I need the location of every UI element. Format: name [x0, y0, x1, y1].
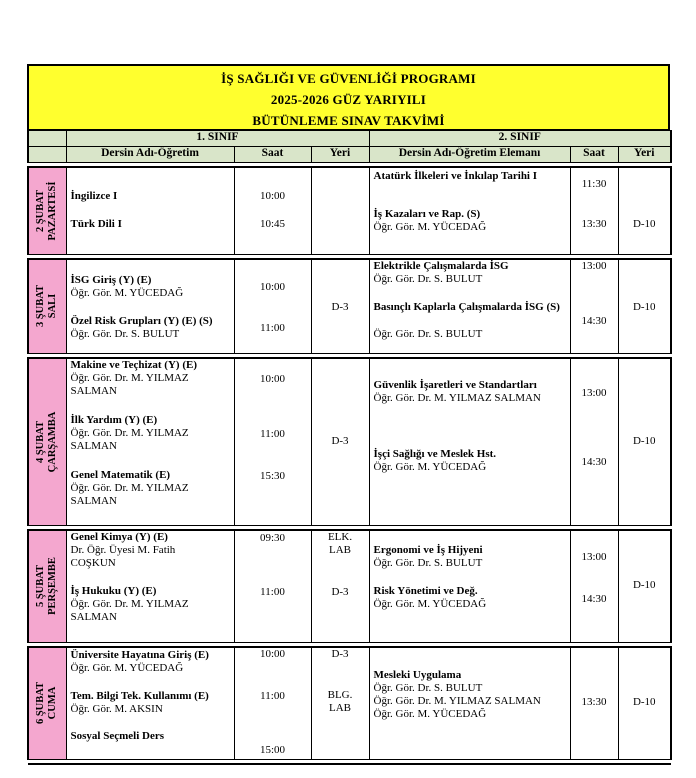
day-row-wednesday [28, 358, 671, 525]
class1-place: ELK. LAB D-3 [311, 530, 369, 643]
class2-times: 13:00 14:30 [570, 530, 618, 643]
class2-place: D-10 [618, 259, 671, 354]
day-label-friday: 6 ŞUBAT CUMA [28, 647, 66, 759]
day-label-tuesday: 3 ŞUBAT SALI [28, 259, 66, 354]
class2-times: 13:00 14:30 [570, 358, 618, 525]
class1-courses: Makine ve Teçhizat (Y) (E) Öğr. Gör. Dr. M. YILMAZ SALMAN İlk Yardım (Y) (E) Öğr. Gör. Dr. M. YILMAZ SALMAN Genel Matematik (E) Öğr. Gör. Dr. M. YILMAZ SALMAN [66, 358, 234, 525]
corner-cell [28, 131, 66, 147]
exam-schedule [27, 64, 670, 765]
title-line-3: BÜTÜNLEME SINAV TAKVİMİ [252, 113, 445, 128]
corner-cell-2 [28, 147, 66, 163]
class2-courses: Ergonomi ve İş Hijyeni Öğr. Gör. Dr. S. BULUT Risk Yönetimi ve Değ. Öğr. Gör. M. YÜCEDAĞ [369, 530, 570, 643]
place-header-2: Yeri [618, 147, 671, 163]
class1-place: D-3 [311, 259, 369, 354]
class2-place: D-10 [618, 647, 671, 759]
day-label-thursday: 5 ŞUBAT PERŞEMBE [28, 530, 66, 643]
day-label-wednesday: 4 ŞUBAT ÇARŞAMBA [28, 358, 66, 525]
class2-courses: Elektrikle Çalışmalarda İSG Öğr. Gör. Dr. S. BULUT Basınçlı Kaplarla Çalışmalarda İSG (S) Öğr. Gör. Dr. S. BULUT [369, 259, 570, 354]
class2-place: D-10 [618, 358, 671, 525]
time-header-1: Saat [234, 147, 311, 163]
class2-courses: Güvenlik İşaretleri ve Standartları Öğr. Gör. Dr. M. YILMAZ SALMAN İşçi Sağlığı ve Meslek Hst. Öğr. Gör. M. YÜCEDAĞ [369, 358, 570, 525]
day-row-tuesday [28, 259, 671, 354]
class1-header: 1. SINIF [66, 131, 369, 147]
class2-times: 11:30 13:30 [570, 167, 618, 254]
class1-place: D-3 BLG. LAB [311, 647, 369, 759]
class1-times: 10:00 11:00 15:00 [234, 647, 311, 759]
class1-courses: Genel Kimya (Y) (E) Dr. Öğr. Üyesi M. Fatih COŞKUN İş Hukuku (Y) (E) Öğr. Gör. Dr. M. YILMAZ SALMAN [66, 530, 234, 643]
class1-times: 10:00 11:00 [234, 259, 311, 354]
course-header-1: Dersin Adı-Öğretim [66, 147, 234, 163]
course-header-2: Dersin Adı-Öğretim Elemanı [369, 147, 570, 163]
class1-times: 09:30 11:00 [234, 530, 311, 643]
time-header-2: Saat [570, 147, 618, 163]
class2-place: D-10 [618, 167, 671, 254]
class1-courses: Üniversite Hayatına Giriş (E) Öğr. Gör. M. YÜCEDAĞ Tem. Bilgi Tek. Kullanımı (E) Öğr. Gör. M. AKSIN Sosyal Seçmeli Ders [66, 647, 234, 759]
class2-courses: Mesleki Uygulama Öğr. Gör. Dr. S. BULUT Öğr. Gör. Dr. M. YILMAZ SALMAN Öğr. Gör. M. YÜCEDAĞ [369, 647, 570, 759]
class2-place: D-10 [618, 530, 671, 643]
day-row-monday [28, 167, 671, 254]
class2-times: 13:30 [570, 647, 618, 759]
schedule-title [27, 64, 670, 130]
day-row-thursday [28, 530, 671, 643]
place-header-1: Yeri [311, 147, 369, 163]
class1-times: 10:00 10:45 [234, 167, 311, 254]
class2-header: 2. SINIF [369, 131, 671, 147]
schedule-table [27, 130, 672, 765]
class2-courses: Atatürk İlkeleri ve İnkılap Tarihi I İş Kazaları ve Rap. (S) Öğr. Gör. M. YÜCEDAĞ [369, 167, 570, 254]
class1-courses: İSG Giriş (Y) (E) Öğr. Gör. M. YÜCEDAĞ Özel Risk Grupları (Y) (E) (S) Öğr. Gör. Dr. S. BULUT [66, 259, 234, 354]
title-line-2: 2025-2026 GÜZ YARIYILI [270, 92, 427, 107]
day-row-friday [28, 647, 671, 759]
class1-courses: İngilizce I Türk Dili I [66, 167, 234, 254]
class2-times: 13:00 14:30 [570, 259, 618, 354]
class1-times: 10:00 11:00 15:30 [234, 358, 311, 525]
day-label-monday: 2 ŞUBAT PAZARTESİ [28, 167, 66, 254]
class1-place [311, 167, 369, 254]
class1-place: D-3 [311, 358, 369, 525]
title-line-1: İŞ SAĞLIĞI VE GÜVENLİĞİ PROGRAMI [221, 71, 476, 86]
